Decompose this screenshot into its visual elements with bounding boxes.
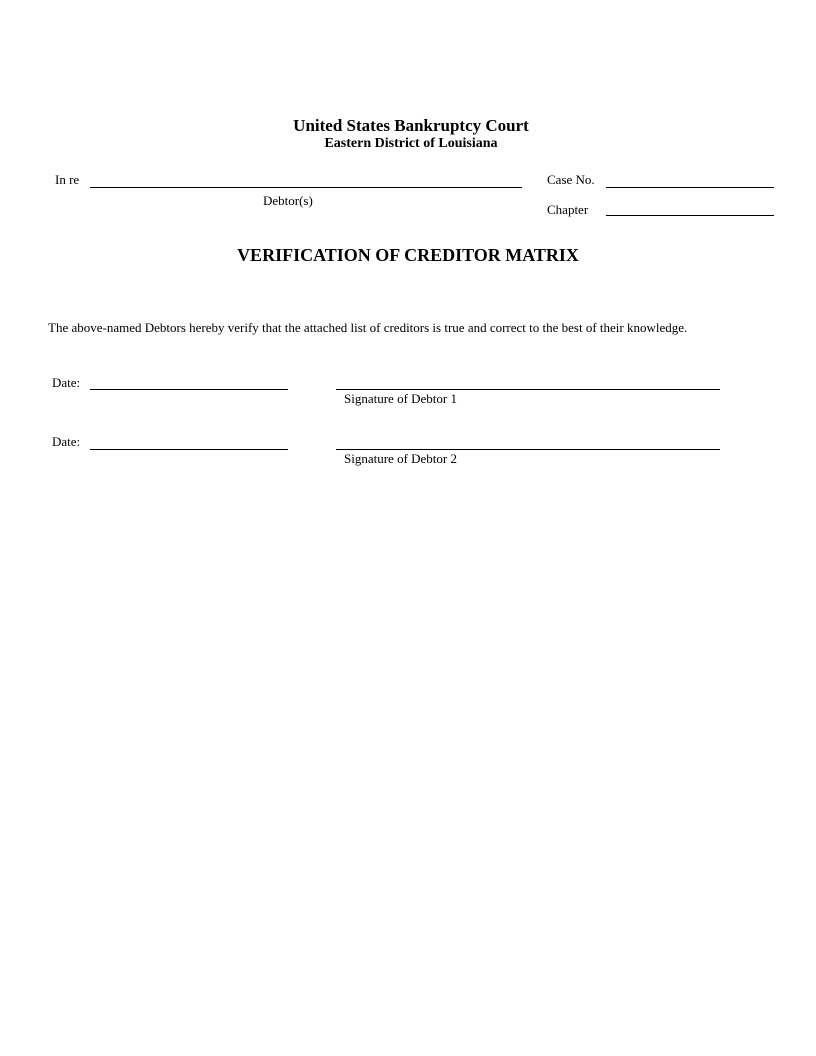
court-district: Eastern District of Louisiana: [324, 136, 498, 151]
date-line-2[interactable]: [90, 449, 288, 450]
document-title: VERIFICATION OF CREDITOR MATRIX: [237, 245, 579, 265]
chapter-line[interactable]: [606, 215, 774, 216]
date-label-1: Date:: [52, 375, 81, 390]
date-label-2: Date:: [52, 434, 81, 449]
case-no-label: Case No.: [547, 172, 595, 187]
date-line-1[interactable]: [90, 389, 288, 390]
chapter-label: Chapter: [547, 202, 589, 217]
in-re-label: In re: [55, 172, 80, 187]
debtor-label: Debtor(s): [263, 193, 313, 208]
signature-line-1[interactable]: [336, 389, 720, 390]
court-name: United States Bankruptcy Court: [293, 116, 529, 135]
signature-label-1: Signature of Debtor 1: [344, 391, 458, 406]
verification-statement: The above-named Debtors hereby verify that the attached list of creditors is true and correct to the best of their knowledge.: [48, 320, 688, 335]
case-no-line[interactable]: [606, 187, 774, 188]
signature-line-2[interactable]: [336, 449, 720, 450]
signature-label-2: Signature of Debtor 2: [344, 451, 458, 466]
debtor-name-line[interactable]: [90, 187, 522, 188]
